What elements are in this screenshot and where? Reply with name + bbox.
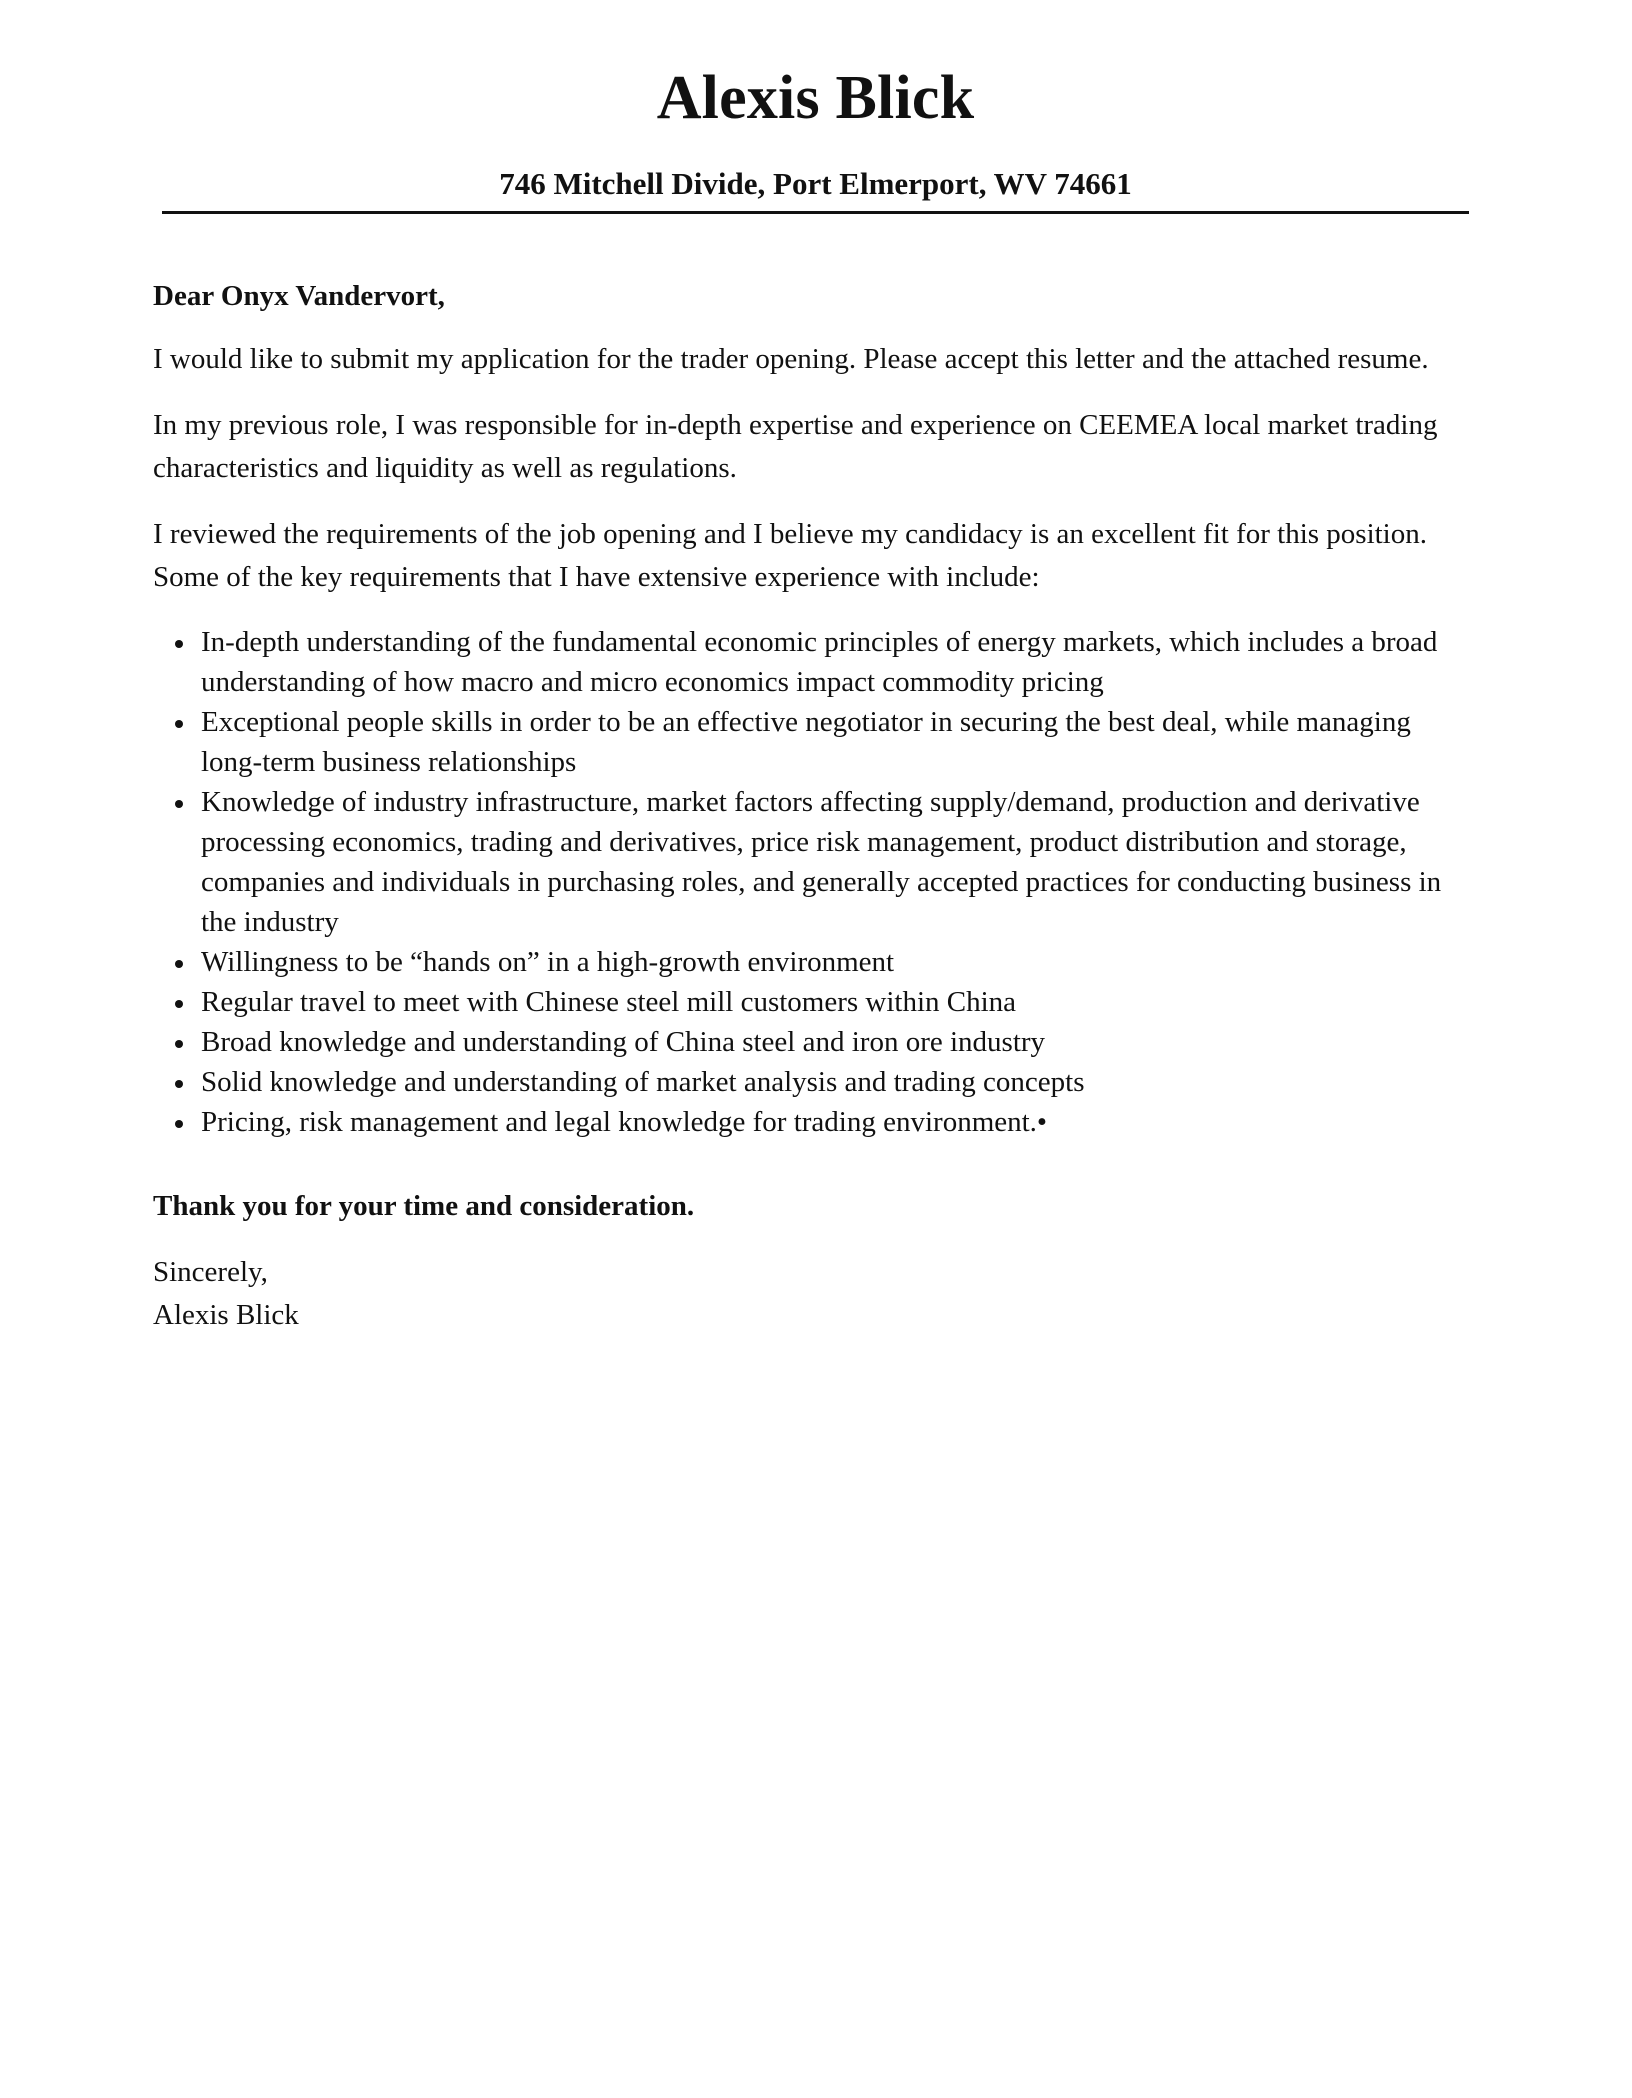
applicant-name: Alexis Blick: [656, 64, 975, 132]
list-item: [153, 782, 1473, 942]
letter-header: [162, 58, 1469, 201]
bullet-icon: [175, 1120, 183, 1128]
requirements-list: [153, 622, 1473, 1142]
thank-you-line: Thank you for your time and consideration.: [153, 1190, 695, 1222]
closing-line: Sincerely,: [153, 1256, 268, 1288]
list-item-text: Willingness to be “hands on” in a high-growth environment: [201, 946, 895, 978]
bullet-icon: [175, 1000, 183, 1008]
requirements-intro-paragraph: I reviewed the requirements of the job opening and I believe my candidacy is an excellent fit for this position. Some of the key requirements that I have extensive experience with include:: [153, 518, 1427, 593]
salutation: Dear Onyx Vandervort,: [153, 280, 445, 312]
applicant-address: 746 Mitchell Divide, Port Elmerport, WV 74661: [499, 166, 1132, 201]
letter-body: [153, 276, 1473, 1337]
experience-paragraph: In my previous role, I was responsible for in-depth expertise and experience on CEEMEA local market trading characteristics and liquidity as well as regulations.: [153, 409, 1438, 484]
list-item-text: Pricing, risk management and legal knowledge for trading environment.•: [201, 1106, 1048, 1138]
list-item: [153, 622, 1473, 702]
header-divider: [162, 211, 1469, 214]
list-item: [153, 1062, 1473, 1102]
list-item-text: Knowledge of industry infrastructure, market factors affecting supply/demand, production and derivative processing economics, trading and derivatives, price risk management, product distribution and storage, companies and individuals in purchasing roles, and generally accepted practices for conducting business in the industry: [201, 786, 1442, 938]
list-item-text: In-depth understanding of the fundamental economic principles of energy markets, which includes a broad understanding of how macro and micro economics impact commodity pricing: [201, 626, 1438, 698]
bullet-icon: [175, 960, 183, 968]
list-item: [153, 1102, 1473, 1142]
list-item-text: Regular travel to meet with Chinese steel mill customers within China: [201, 986, 1017, 1018]
signer-name: Alexis Blick: [153, 1299, 299, 1331]
bullet-icon: [175, 720, 183, 728]
list-item-text: Broad knowledge and understanding of China steel and iron ore industry: [201, 1026, 1046, 1058]
bullet-icon: [175, 1040, 183, 1048]
list-item: [153, 702, 1473, 782]
bullet-icon: [175, 1080, 183, 1088]
list-item-text: Exceptional people skills in order to be an effective negotiator in securing the best deal, while managing long-term business relationships: [201, 706, 1411, 778]
bullet-icon: [175, 640, 183, 648]
list-item: [153, 1022, 1473, 1062]
bullet-icon: [175, 800, 183, 808]
list-item: [153, 942, 1473, 982]
list-item-text: Solid knowledge and understanding of market analysis and trading concepts: [201, 1066, 1085, 1098]
intro-paragraph: I would like to submit my application for the trader opening. Please accept this letter and the attached resume.: [153, 343, 1429, 375]
list-item: [153, 982, 1473, 1022]
